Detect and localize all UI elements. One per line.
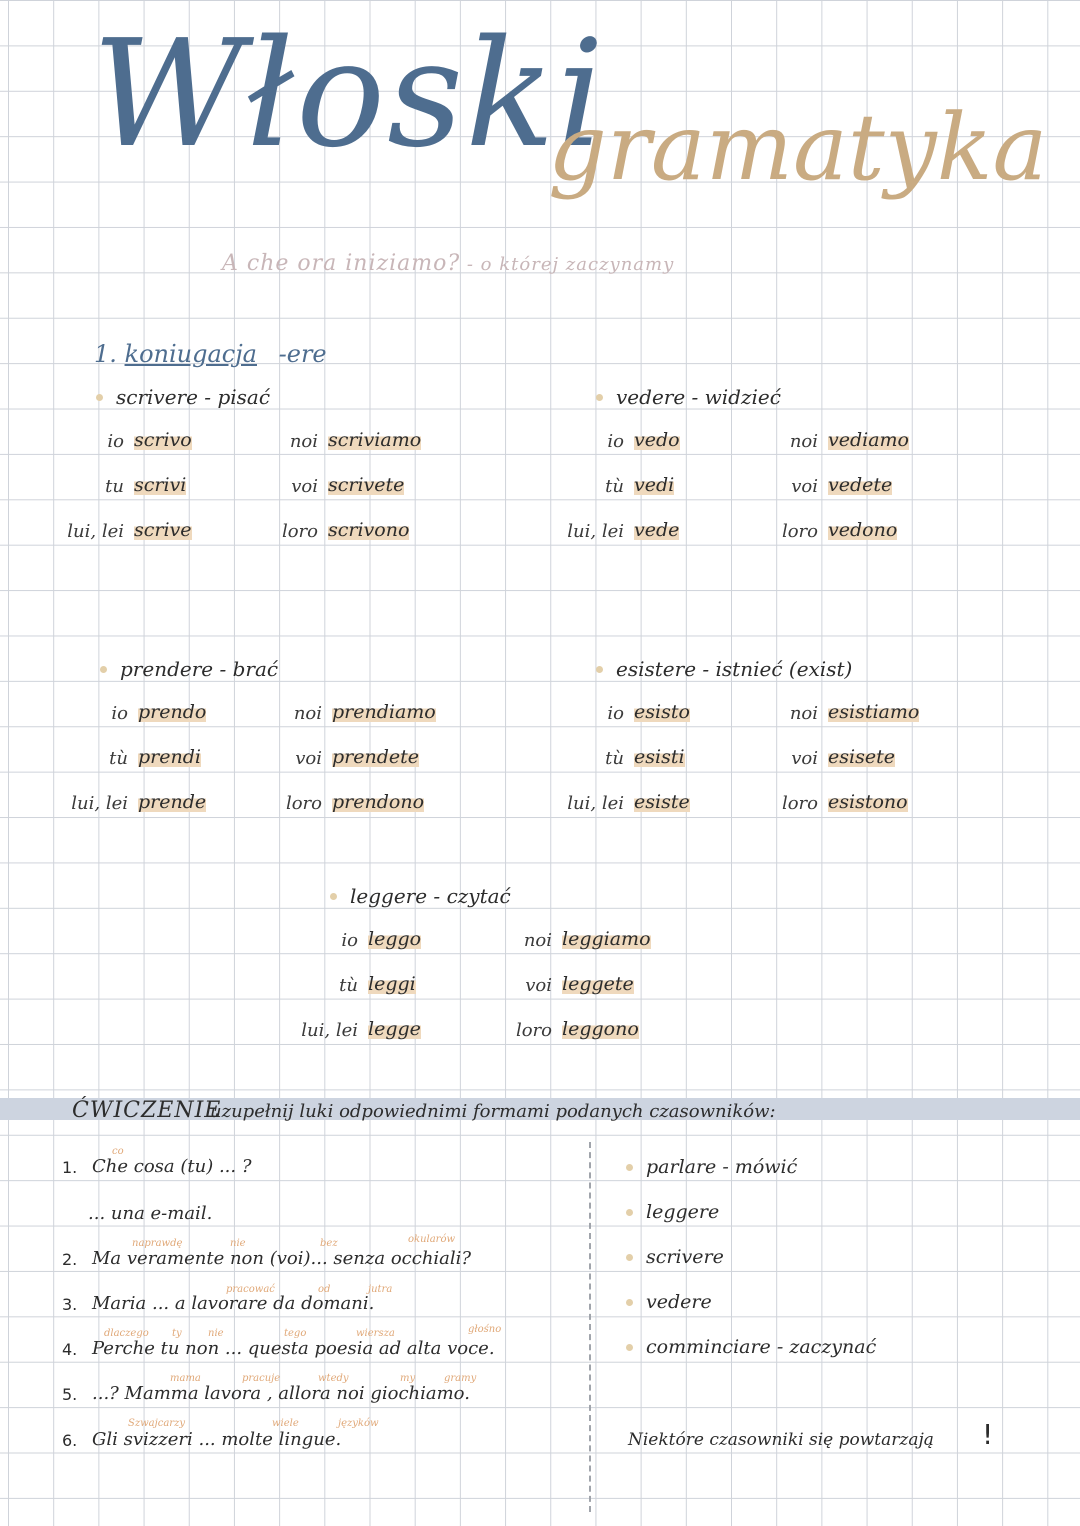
exercise-verb-translation: mówić xyxy=(734,1156,798,1178)
verb-extra: (exist) xyxy=(782,657,853,681)
verb-form-voi: vedete xyxy=(828,474,893,496)
verb-form xyxy=(562,973,634,995)
exercise-note: Niektóre czasowniki się powtarzają xyxy=(628,1430,934,1450)
verb-form-loro: prendono xyxy=(332,791,425,813)
gloss-jezykow: języków xyxy=(338,1418,379,1429)
gloss-jutra: jutra xyxy=(368,1284,393,1295)
exercise-verb-label: leggere xyxy=(646,1201,720,1223)
gloss-mama: mama xyxy=(170,1373,201,1384)
bullet-icon xyxy=(330,893,337,900)
exercise-instruction: uzupełnij luki odpowiednimi formami podanych czasowników: xyxy=(210,1101,776,1122)
verb-form xyxy=(828,746,895,768)
exercise-verb-sep: - xyxy=(770,1336,790,1358)
pronoun: lui, lei xyxy=(567,521,624,542)
verb-translation: widzieć xyxy=(704,385,781,409)
verb-form xyxy=(634,746,685,768)
verb-heading xyxy=(616,657,852,681)
verb-separator: - xyxy=(427,884,447,908)
exercise-verb-translation: zaczynać xyxy=(789,1336,877,1358)
verb-form xyxy=(328,519,409,541)
verb-form-tu: esisti xyxy=(634,746,685,768)
pronoun: voi xyxy=(295,748,322,769)
pronoun: noi xyxy=(789,431,818,452)
verb-form xyxy=(828,791,908,813)
question-line xyxy=(222,251,674,276)
exercise-verb-sep: - xyxy=(716,1156,735,1178)
pronoun: io xyxy=(111,703,128,724)
gloss-co: co xyxy=(112,1146,124,1157)
verb-heading xyxy=(116,385,270,409)
verb-separator: - xyxy=(213,657,233,681)
verb-form-tu: prendi xyxy=(138,746,201,768)
verb-infinitive: scrivere xyxy=(116,385,198,409)
verb-form-io: vedo xyxy=(634,429,680,451)
verb-form-voi: prendete xyxy=(332,746,420,768)
exercise-item: ...? Mamma lavora , allora noi giochiamo. xyxy=(92,1383,470,1404)
exercise-item-number: 6. xyxy=(62,1431,78,1450)
verb-form xyxy=(634,519,679,541)
question-sep: - xyxy=(460,254,481,275)
pronoun: voi xyxy=(791,476,818,497)
bullet-icon xyxy=(100,666,107,673)
verb-translation: pisać xyxy=(217,385,271,409)
verb-form xyxy=(138,701,206,723)
exercise-item-number: 2. xyxy=(62,1250,78,1269)
verb-separator: - xyxy=(685,385,705,409)
verb-form xyxy=(134,519,192,541)
gloss-pracuje: pracuje xyxy=(242,1373,281,1384)
gloss-wtedy: wtedy xyxy=(318,1373,349,1384)
pronoun: lui, lei xyxy=(301,1020,358,1041)
gloss-pracowac: pracować xyxy=(226,1284,275,1295)
verb-form-loro: scrivono xyxy=(328,519,410,541)
verb-form xyxy=(562,1018,639,1040)
exercise-verb xyxy=(646,1201,719,1223)
pronoun: noi xyxy=(789,703,818,724)
verb-form xyxy=(328,429,421,451)
exercise-item-number: 4. xyxy=(62,1340,78,1359)
verb-form-lui: scrive xyxy=(134,519,192,541)
pronoun: io xyxy=(341,930,358,951)
gloss-nie2: nie xyxy=(208,1328,224,1339)
exercise-verb-label: parlare xyxy=(646,1156,717,1178)
exercise-verb xyxy=(646,1336,876,1358)
section-suffix: -ere xyxy=(278,340,327,368)
section-label: koniugacja xyxy=(124,340,257,368)
verb-form xyxy=(634,474,674,496)
pronoun: loro xyxy=(281,521,318,542)
section-number: 1. xyxy=(94,340,117,368)
pronoun: io xyxy=(107,431,124,452)
verb-translation: brać xyxy=(232,657,279,681)
verb-form-voi: esisete xyxy=(828,746,895,768)
verb-form xyxy=(634,791,690,813)
exercise-verb xyxy=(646,1156,797,1178)
verb-infinitive: vedere xyxy=(616,385,686,409)
verb-translation: czytać xyxy=(446,884,511,908)
verb-form xyxy=(828,474,892,496)
bullet-icon xyxy=(626,1209,633,1216)
pronoun: noi xyxy=(293,703,322,724)
verb-separator: - xyxy=(696,657,716,681)
verb-heading xyxy=(120,657,278,681)
verb-infinitive: prendere xyxy=(120,657,214,681)
verb-form xyxy=(138,746,201,768)
bullet-icon xyxy=(596,666,603,673)
exercise-item: Gli svizzeri ... molte lingue. xyxy=(92,1429,342,1450)
verb-form xyxy=(138,791,206,813)
exercise-item: Che cosa (tu) ... ? xyxy=(92,1156,252,1177)
pronoun: lui, lei xyxy=(71,793,128,814)
exercise-item-number: 3. xyxy=(62,1295,78,1314)
verb-form-noi: scriviamo xyxy=(328,429,422,451)
exercise-item-number: 1. xyxy=(62,1158,78,1177)
verb-form xyxy=(828,701,919,723)
verb-form-io: leggo xyxy=(368,928,422,950)
page-title: Włoski xyxy=(92,8,607,180)
pronoun: voi xyxy=(291,476,318,497)
pronoun: io xyxy=(607,431,624,452)
verb-heading xyxy=(350,884,511,908)
verb-form xyxy=(368,1018,421,1040)
section-heading xyxy=(94,340,327,368)
verb-form xyxy=(134,474,186,496)
verb-form xyxy=(828,519,897,541)
bullet-icon xyxy=(626,1299,633,1306)
verb-form-noi: leggiamo xyxy=(562,928,651,950)
verb-form-io: scrivo xyxy=(134,429,192,451)
gloss-od: od xyxy=(318,1284,331,1295)
pronoun: tù xyxy=(605,748,624,769)
gloss-bez: bez xyxy=(320,1238,338,1249)
exercise-divider xyxy=(589,1142,591,1512)
verb-separator: - xyxy=(197,385,218,409)
bullet-icon xyxy=(626,1254,633,1261)
pronoun: io xyxy=(607,703,624,724)
pronoun: voi xyxy=(525,975,552,996)
gloss-my: my xyxy=(400,1373,416,1384)
pronoun: voi xyxy=(791,748,818,769)
exercise-item: Maria ... a lavorare da domani. xyxy=(92,1293,375,1314)
pronoun: tù xyxy=(109,748,128,769)
verb-form-tu: vedi xyxy=(634,474,675,496)
verb-form-lui: esiste xyxy=(634,791,690,813)
verb-form-tu: leggi xyxy=(368,973,416,995)
pronoun: tù xyxy=(605,476,624,497)
verb-form xyxy=(332,791,424,813)
verb-form xyxy=(332,746,419,768)
verb-form xyxy=(634,429,680,451)
bullet-icon xyxy=(596,394,603,401)
verb-form xyxy=(328,474,404,496)
exercise-item: Ma veramente non (voi)... senza occhiali? xyxy=(92,1248,472,1269)
bullet-icon xyxy=(96,394,103,401)
gloss-glosno: głośno xyxy=(468,1324,502,1335)
exclamation-icon: ! xyxy=(982,1418,994,1451)
pronoun: loro xyxy=(285,793,322,814)
exercise-verb-label: comminciare xyxy=(646,1336,771,1358)
gloss-szwajcarzy: Szwajcarzy xyxy=(128,1418,186,1429)
gloss-ty: ty xyxy=(172,1328,182,1339)
pronoun: noi xyxy=(523,930,552,951)
verb-form-noi: prendiamo xyxy=(332,701,436,723)
exercise-verb-label: scrivere xyxy=(646,1246,724,1268)
verb-form-lui: vede xyxy=(634,519,680,541)
verb-form-lui: legge xyxy=(368,1018,421,1040)
exercise-item: ... una e-mail. xyxy=(88,1203,213,1224)
verb-form xyxy=(332,701,436,723)
verb-translation: istnieć xyxy=(715,657,783,681)
verb-form-io: prendo xyxy=(138,701,207,723)
verb-form xyxy=(368,928,421,950)
pronoun: lui, lei xyxy=(67,521,124,542)
exercise-item-number: 5. xyxy=(62,1385,78,1404)
verb-infinitive: esistere xyxy=(616,657,697,681)
page-subtitle: gramatyka xyxy=(548,94,1048,201)
verb-form-noi: vediamo xyxy=(828,429,910,451)
verb-form-loro: esistono xyxy=(828,791,908,813)
gloss-nie: nie xyxy=(230,1238,246,1249)
verb-form xyxy=(368,973,416,995)
pronoun: tù xyxy=(339,975,358,996)
pronoun: loro xyxy=(781,521,818,542)
exercise-title: ĆWICZENIE xyxy=(72,1098,222,1123)
gloss-czego: tego xyxy=(284,1328,307,1339)
verb-form-loro: vedono xyxy=(828,519,898,541)
verb-form-lui: prende xyxy=(138,791,207,813)
pronoun: loro xyxy=(515,1020,552,1041)
exercise-item: Perche tu non ... questa poesia ad alta voce. xyxy=(92,1338,495,1359)
pronoun: lui, lei xyxy=(567,793,624,814)
exercise-verb xyxy=(646,1246,724,1268)
gloss-dlaczego: dlaczego xyxy=(104,1328,149,1339)
exercise-verb xyxy=(646,1291,712,1313)
gloss-wiele: wiele xyxy=(272,1418,299,1429)
verb-form-loro: leggono xyxy=(562,1018,639,1040)
verb-form-tu: scrivi xyxy=(134,474,187,496)
gloss-naprawde: naprawdę xyxy=(132,1238,183,1249)
verb-heading xyxy=(616,385,781,409)
pronoun: loro xyxy=(781,793,818,814)
bullet-icon xyxy=(626,1164,633,1171)
question-it: A che ora iniziamo? xyxy=(222,251,461,276)
pronoun: noi xyxy=(289,431,318,452)
gloss-gramy: gramy xyxy=(444,1373,477,1384)
verb-form xyxy=(562,928,651,950)
exercise-verb-label: vedere xyxy=(646,1291,712,1313)
verb-form-io: esisto xyxy=(634,701,690,723)
verb-form xyxy=(634,701,690,723)
verb-form-voi: leggete xyxy=(562,973,634,995)
pronoun: tu xyxy=(105,476,124,497)
verb-form-noi: esistiamo xyxy=(828,701,920,723)
bullet-icon xyxy=(626,1344,633,1351)
verb-form xyxy=(134,429,192,451)
gloss-okularow: okularów xyxy=(408,1234,456,1245)
verb-form-voi: scrivete xyxy=(328,474,405,496)
verb-infinitive: leggere xyxy=(350,884,428,908)
verb-form xyxy=(828,429,909,451)
question-pl: o której zaczynamy xyxy=(480,254,675,275)
gloss-wiersz: wiersza xyxy=(356,1328,395,1339)
